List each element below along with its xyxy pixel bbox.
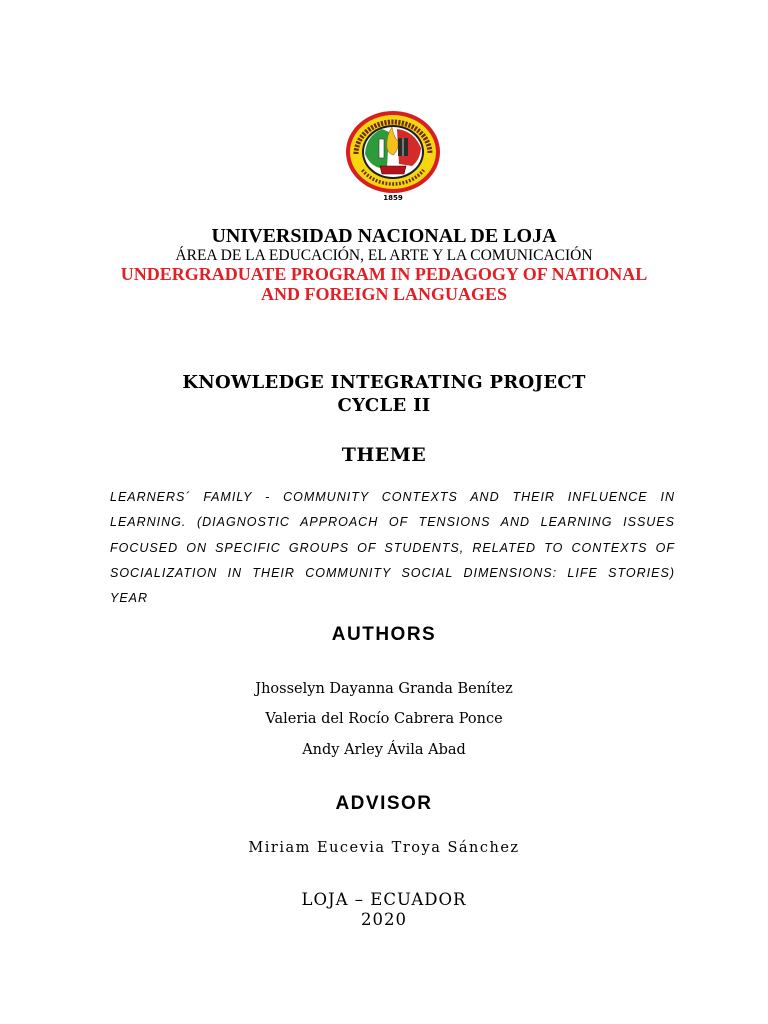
theme-heading: THEME — [341, 444, 427, 466]
theme-text-line: YEAR — [110, 591, 149, 605]
advisor-name: Miriam Eucevia Troya Sánchez — [248, 840, 520, 856]
program-line-2: AND FOREIGN LANGUAGES — [260, 284, 508, 304]
seal-year: 1859 — [383, 194, 403, 202]
program-line-1: UNDERGRADUATE PROGRAM IN PEDAGOGY OF NATIONAL — [120, 264, 648, 284]
project-title: KNOWLEDGE INTEGRATING PROJECT — [182, 372, 586, 393]
university-seal — [342, 108, 444, 204]
area-name: ÁREA DE LA EDUCACIÓN, EL ARTE Y LA COMUNICACIÓN — [175, 247, 593, 264]
author-name: Andy Arley Ávila Abad — [302, 742, 466, 758]
year: 2020 — [361, 910, 407, 929]
authors-heading: AUTHORS — [331, 624, 437, 645]
advisor-heading: ADVISOR — [335, 793, 433, 814]
theme-text-line: SOCIALIZATION IN THEIR COMMUNITY SOCIAL DIMENSIONS: LIFE STORIES) — [110, 566, 675, 580]
seal-banner — [380, 166, 406, 174]
theme-text-line: FOCUSED ON SPECIFIC GROUPS OF STUDENTS, RELATED TO CONTEXTS OF — [110, 541, 675, 555]
seal-pillar — [379, 139, 384, 158]
theme-text-line: LEARNERS´ FAMILY - COMMUNITY CONTEXTS AND THEIR INFLUENCE IN — [110, 490, 675, 504]
author-name: Valeria del Rocío Cabrera Ponce — [265, 711, 503, 727]
place: LOJA – ECUADOR — [301, 890, 467, 909]
project-cycle: CYCLE II — [337, 395, 431, 416]
university-name: UNIVERSIDAD NACIONAL DE LOJA — [211, 225, 557, 247]
author-name: Jhosselyn Dayanna Granda Benítez — [255, 681, 513, 697]
theme-text-line: LEARNING. (DIAGNOSTIC APPROACH OF TENSIONS AND LEARNING ISSUES — [110, 515, 675, 529]
